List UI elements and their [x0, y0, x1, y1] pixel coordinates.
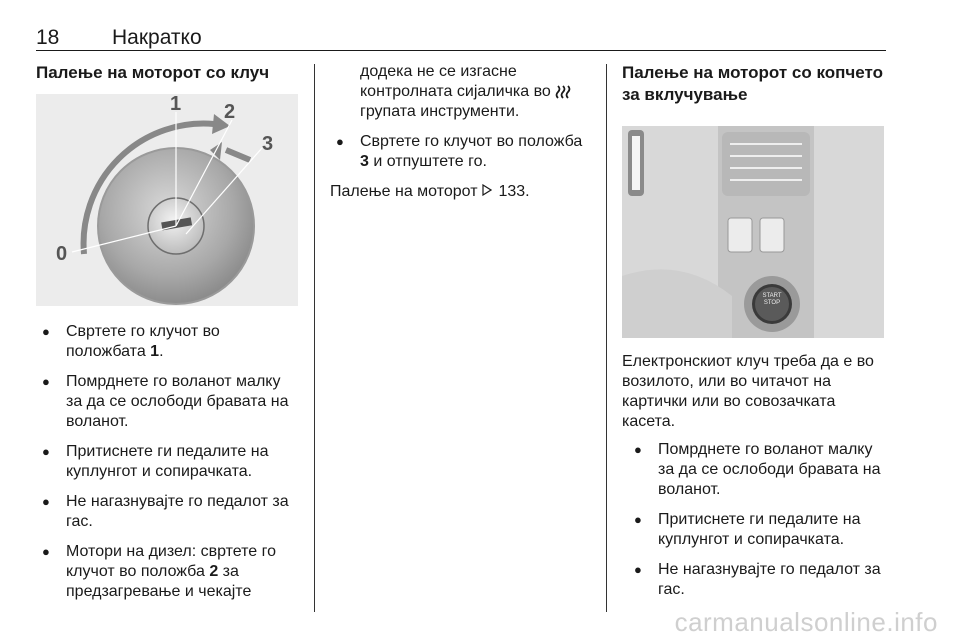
- page-header: [36, 20, 886, 54]
- start-stop-figure: [622, 126, 884, 338]
- column-3: [622, 62, 888, 610]
- watermark: carmanualsonline.info: [674, 607, 938, 637]
- cross-reference[interactable]: Палење на моторот 133.: [330, 183, 530, 200]
- list-item: ● Помрднете го воланот малку за да се ослободи бравата на воланот.: [36, 372, 298, 432]
- electronic-key-paragraph: Електронскиот клуч треба да е во возилото, или во читачот на картички или во совозачката касета.: [622, 353, 874, 430]
- ignition-key-figure: [36, 94, 298, 306]
- header-rule: [36, 50, 886, 51]
- continued-text: додека не се изгасне контролната сијаличка во групата инструменти.: [330, 62, 592, 122]
- dashboard-illustration: [622, 126, 884, 338]
- glow-plug-icon: [555, 84, 575, 100]
- reference-arrow-icon: [482, 184, 494, 196]
- position-label-0: 0: [56, 243, 68, 265]
- page-title: Накратко: [112, 26, 202, 49]
- position-label-2: 2: [224, 101, 236, 123]
- list-item: ● Свртете го клучот во положбата 1.: [36, 322, 298, 362]
- list-item: ● Притиснете ги педалите на куплунгот и сопирачката.: [36, 442, 298, 482]
- start-stop-button: START STOP: [762, 293, 782, 306]
- list-item: ● Мотори на дизел: свртете го клучот во положба 2 за предзагревање и чекајте: [36, 542, 298, 602]
- page-number: 18: [36, 26, 60, 49]
- section-heading-key-start: Палење на моторот со клуч: [36, 63, 270, 82]
- key-start-steps-cont: [330, 132, 592, 172]
- column-2: [330, 62, 592, 202]
- list-item: ● Притиснете ги педалите на куплунгот и сопирачката.: [628, 510, 888, 550]
- column-1: [36, 62, 298, 612]
- list-item: ● Не нагазнувајте го педалот за гас.: [628, 560, 888, 600]
- position-label-3: 3: [262, 133, 274, 155]
- ignition-illustration: [36, 94, 298, 306]
- list-item: ● Помрднете го воланот малку за да се ослободи бравата на воланот.: [628, 440, 888, 500]
- section-heading-button-start: Палење на моторот со копчето за вклучување: [622, 63, 884, 104]
- list-item: ● Свртете го клучот во положба 3 и отпуштете го.: [330, 132, 592, 172]
- column-divider-1: [314, 64, 315, 612]
- position-label-1: 1: [170, 93, 182, 115]
- button-start-steps: [628, 440, 888, 600]
- key-start-steps: [36, 322, 298, 602]
- column-divider-2: [606, 64, 607, 612]
- list-item: ● Не нагазнувајте го педалот за гас.: [36, 492, 298, 532]
